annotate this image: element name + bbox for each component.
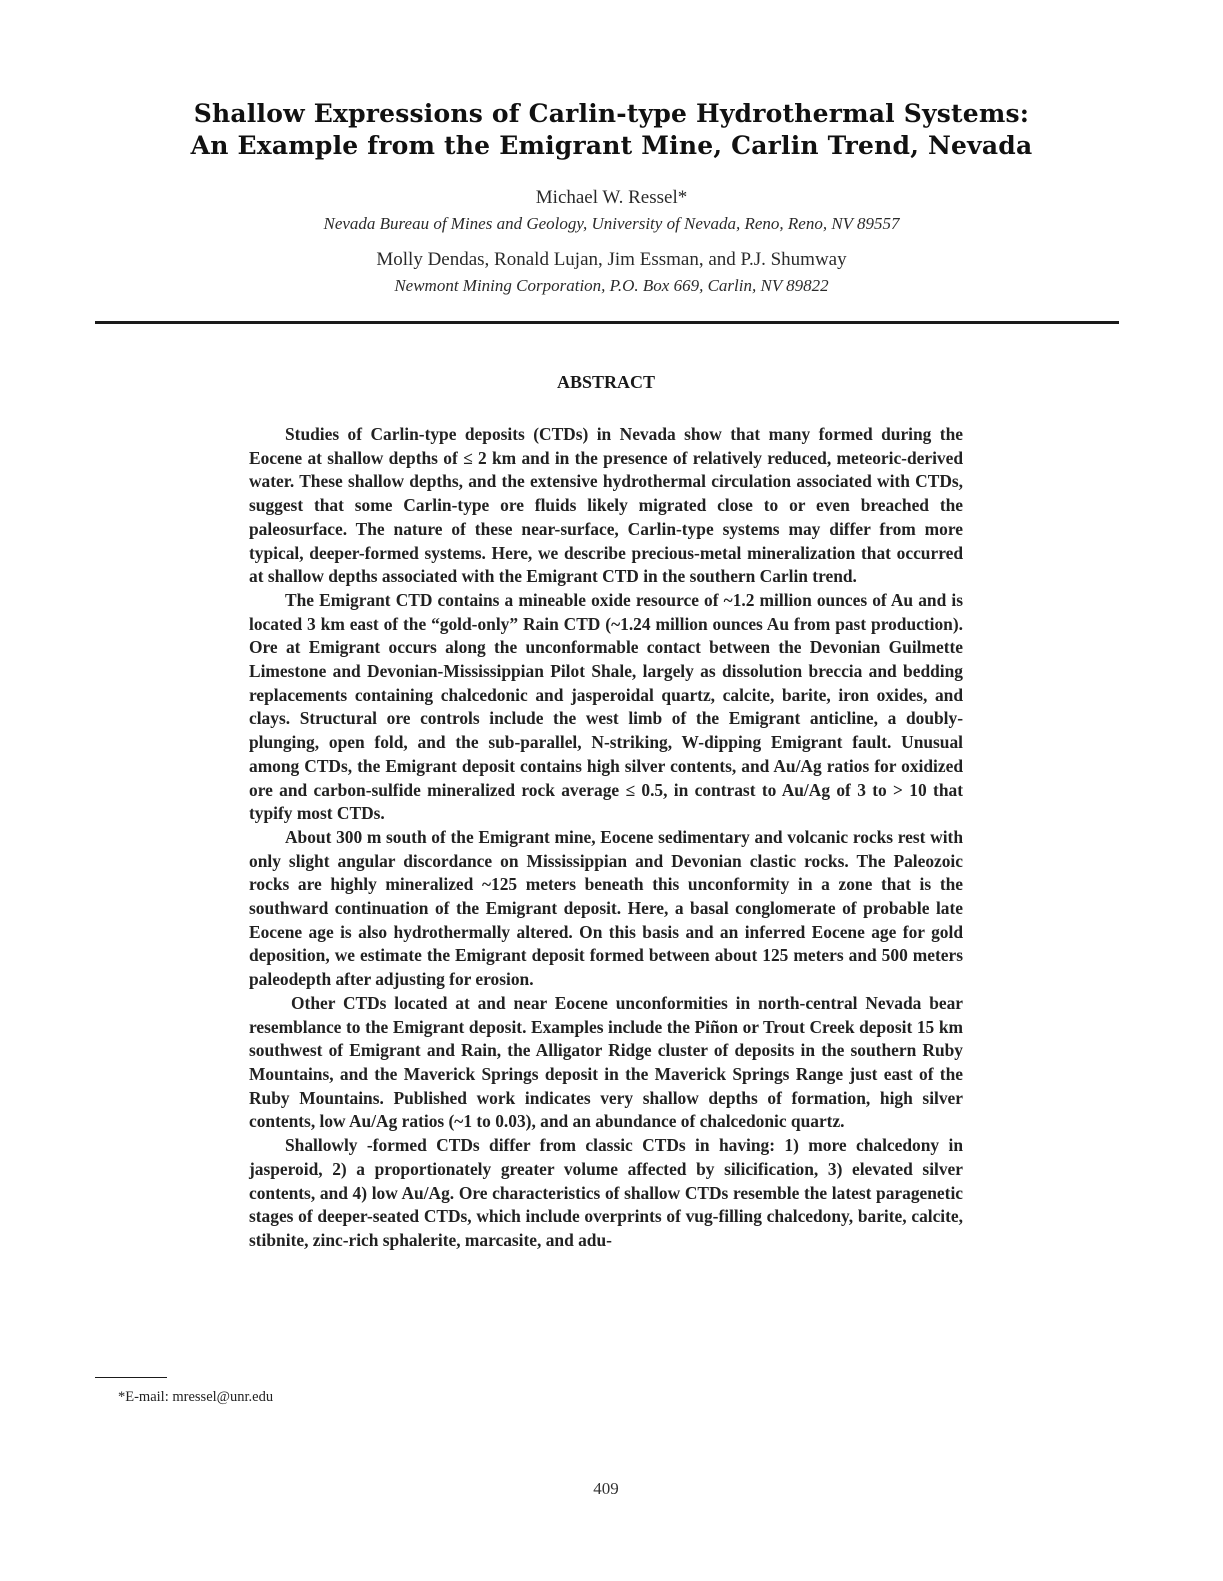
footnote-divider xyxy=(95,1377,167,1378)
abstract-paragraph: Studies of Carlin-type deposits (CTDs) in Nevada show that many formed during the Eocene at shallow depths of ≤ 2 km and in the presence of relatively reduced, meteoric-derived water. These shallow depths, and the extensive hydrothermal circulation associated with CTDs, suggest that some Carlin-type ore fluids likely migrated close to or even breached the paleosurface. The nature of these near-surface, Carlin-type systems may differ from more typical, deeper-formed systems. Here, we describe precious-metal mineralization that occurred at shallow depths associated with the Emigrant CTD in the southern Carlin trend. xyxy=(249,424,963,587)
author-names: Michael W. Ressel* xyxy=(535,187,688,208)
header-divider xyxy=(95,321,1119,324)
abstract-paragraph: Other CTDs located at and near Eocene unconformities in north-central Nevada bear resemblance to the Emigrant deposit. Examples include the Piñon or Trout Creek deposit 15 km southwest of Emigrant and Rain, the Alligator Ridge cluster of deposits in the southern Ruby Mountains, and the Maverick Springs deposit in the Maverick Springs Range just east of the Ruby Mountains. Published work indicates very shallow depths of formation, high silver contents, low Au/Ag ratios (~1 to 0.03), and an abundance of chalcedonic quartz. xyxy=(249,992,963,1132)
abstract-heading: ABSTRACT xyxy=(556,372,656,392)
author-names: Molly Dendas, Ronald Lujan, Jim Essman, and P.J. Shumway xyxy=(376,249,847,270)
author-affiliation: Nevada Bureau of Mines and Geology, University of Nevada, Reno, Reno, NV 89557 xyxy=(323,214,900,233)
abstract-paragraph: Shallowly -formed CTDs differ from classic CTDs in having: 1) more chalcedony in jasperoid, 2) a proportionately greater volume affected by silicification, 3) elevated silver contents, and 4) low Au/Ag. Ore characteristics of shallow CTDs resemble the latest paragenetic stages of deeper-seated CTDs, which include overprints of vug-filling chalcedony, barite, calcite, stibnite, zinc-rich sphalerite, marcasite, and adu- xyxy=(249,1135,963,1250)
footnote-email: *E-mail: mressel@unr.edu xyxy=(118,1389,274,1405)
author-block-2 xyxy=(0,248,1223,298)
abstract-paragraph: About 300 m south of the Emigrant mine, Eocene sedimentary and volcanic rocks rest with only slight angular discordance on Mississippian and Devonian clastic rocks. The Paleozoic rocks are highly mineralized ~125 meters beneath this unconformity in a zone that is the southward continuation of the Emigrant deposit. Here, a basal conglomerate of probable late Eocene age is also hydrothermally altered. On this basis and an inferred Eocene age for gold deposition, we estimate the Emigrant deposit formed between about 125 meters and 500 meters paleodepth after adjusting for erosion. xyxy=(249,826,963,990)
page-number: 409 xyxy=(593,1479,619,1498)
title-line-2: An Example from the Emigrant Mine, Carlin Trend, Nevada xyxy=(190,131,1033,160)
abstract-body xyxy=(249,423,963,1253)
paper-title xyxy=(0,98,1223,162)
abstract-paragraph: The Emigrant CTD contains a mineable oxide resource of ~1.2 million ounces of Au and is located 3 km east of the “gold-only” Rain CTD (~1.24 million ounces Au from past production). Ore at Emigrant occurs along the unconformable contact between the Devonian Guilmette Limestone and Devonian-Mississippian Pilot Shale, largely as dissolution breccia and bedding replacements containing chalcedonic and jasperoidal quartz, calcite, barite, iron oxides, and clays. Structural ore controls include the west limb of the Emigrant anticline, a doubly-plunging, open fold, and the sub-parallel, N-striking, W-dipping Emigrant fault. Unusual among CTDs, the Emigrant deposit contains high silver contents, and Au/Ag ratios for oxidized ore and carbon-sulfide mineralized rock average ≤ 0.5, in contrast to Au/Ag of 3 to > 10 that typify most CTDs. xyxy=(249,589,963,824)
author-affiliation: Newmont Mining Corporation, P.O. Box 669, Carlin, NV 89822 xyxy=(394,276,829,295)
author-block-1 xyxy=(0,186,1223,236)
title-line-1: Shallow Expressions of Carlin-type Hydrothermal Systems: xyxy=(193,99,1030,128)
